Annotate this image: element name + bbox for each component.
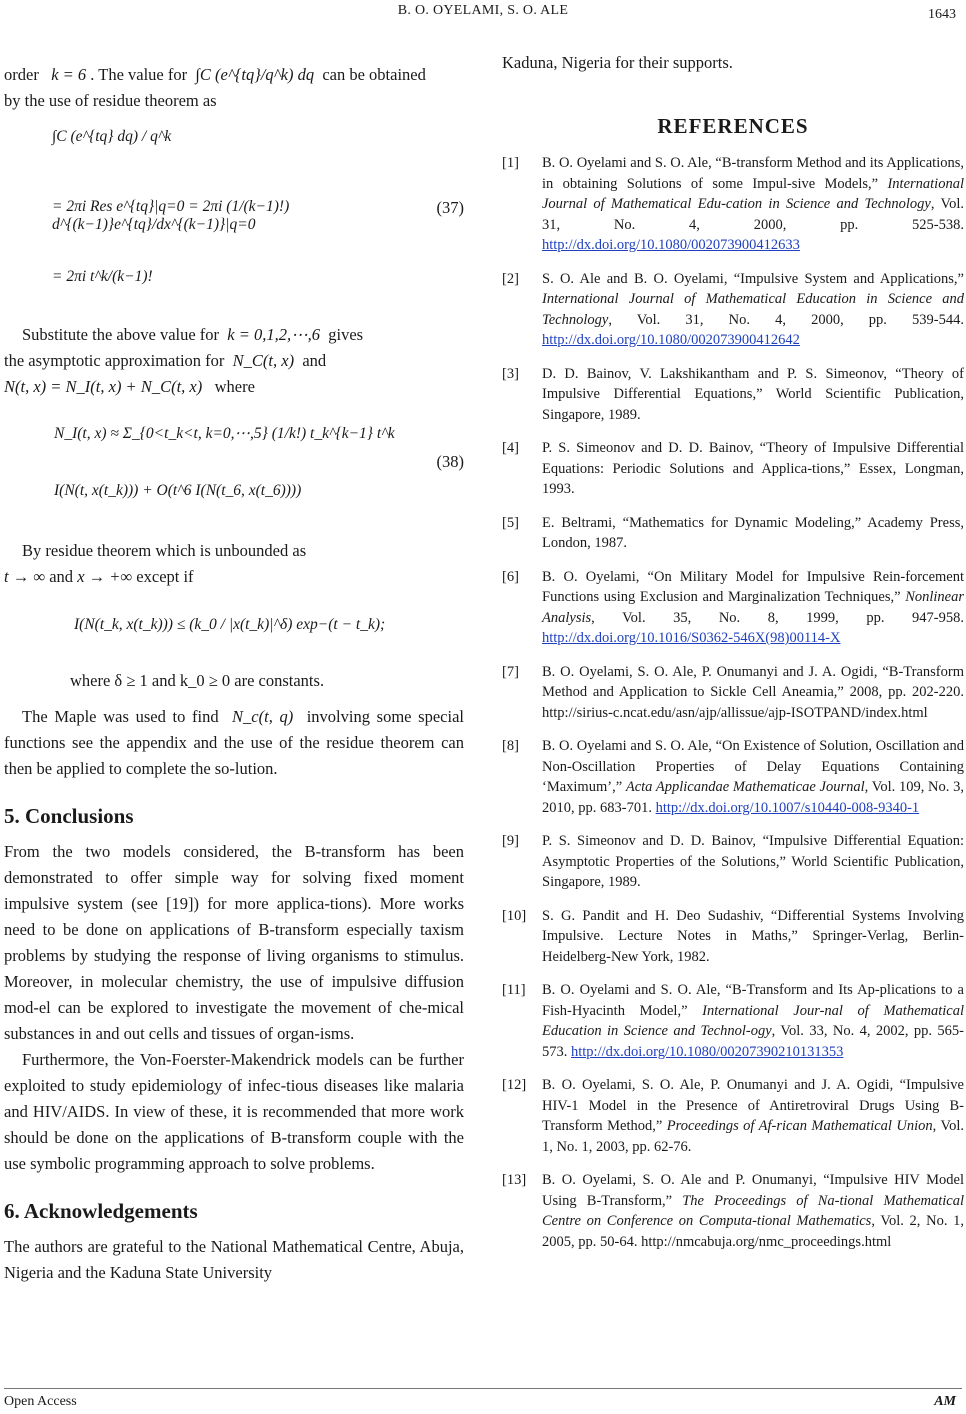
reference-text: B. O. Oyelami, S. O. Ale and P. Onumanyi, “Impulsive HIV Model Using B-Transform,” The Proceedings of Na-tional Mathematical Centre on Conference on Computa-tional Mathematics, Vol. 2, No. 1, 2005, pp. 50-64. http://nmcabuja.org/nmc_proceedings.html [542,1172,964,1250]
reference-number: [13] [502,1172,527,1188]
reference-number: [9] [502,833,519,849]
reference-item [502,269,964,351]
eq38-line-1: N_I(t, x) ≈ Σ_{0<t_k<t, k=0,⋯,5} (1/k!) t_k^{k−1} t^k [54,425,395,442]
acknowledgement-continuation: Kaduna, Nigeria for their supports. [502,53,733,72]
reference-text: E. Beltrami, “Mathematics for Dynamic Modeling,” Academy Press, London, 1987. [542,514,964,551]
running-header: B. O. OYELAMI, S. O. ALE [397,3,569,18]
equation-37 [4,118,464,318]
section-6-title: 6. Acknowledgements [4,1199,198,1223]
reference-text: B. O. Oyelami and S. O. Ale, “On Existence of Solution, Oscillation and Non-Oscillation Properties of Delay Equations Containing ‘Maximum’,” Acta Applicandae Mathematicae Journal, Vol. 109, No. 3, 2010, pp. 683-701. http://dx.doi.org/10.1007/s10440-008-9340-1 [542,738,964,816]
doi-link[interactable]: http://dx.doi.org/10.1007/s10440-008-9340-1 [655,799,920,816]
eq37-number: (37) [436,198,464,217]
intro-line-2: by the use of residue theorem as [4,91,217,110]
reference-text: P. S. Simeonov and D. D. Bainov, “Impulsive Differential Equation: Asymptotic Properties of the Solutions,” World Scientific Publication, Singapore, 1989. [542,833,964,890]
reference-number: [6] [502,568,519,585]
reference-text: B. O. Oyelami, S. O. Ale, P. Onumanyi and J. A. Ogidi, “Impulsive HIV-1 Model in the Presence of Antiretroviral Drugs Using B-Transform Method,” Proceedings of Af-rican Mathematical Union, Vol. 1, No. 1, 2003, pp. 62-76. [542,1077,964,1155]
inequality: I(N(t_k, x(t_k))) ≤ (k_0 / |x(t_k)|^δ) exp−(t − t_k); [74,616,386,633]
equation-38 [4,404,464,524]
residue-line-1: By residue theorem which is unbounded as [22,541,307,560]
reference-text: P. S. Simeonov and D. D. Bainov, “Theory of Impulsive Differential Equations: Periodic Solutions and Applica-tions,” Essex, Longman, 1993. [542,440,964,497]
right-column [502,50,964,1265]
maple-paragraph: The Maple was used to find N_c(t, q) involving some special functions see the appendix and the use of the residue theorem can then be applied to complete the so-lution. [4,707,464,778]
reference-text: B. O. Oyelami, S. O. Ale, P. Onumanyi and J. A. Ogidi, “B-Transform Method and Application to Sickle Cell Aneamia,” 2008, pp. 202-220. http://sirius-c.ncat.edu/asn/ajp/allissue/ajp-ISOTPAND/index.html [542,663,964,721]
reference-item [502,736,964,818]
reference-text: S. O. Ale and B. O. Oyelami, “Impulsive System and Applications,” International Journal of Mathematical Education in Science and Technology, Vol. 31, No. 4, 2000, pp. 539-544. http://dx.doi.org/10.1080/002073900412642 [542,270,964,348]
substitute-line-2: the asymptotic approximation for N_C(t, x) and [4,351,327,370]
reference-number: [4] [502,440,519,456]
reference-number: [10] [502,907,527,924]
section-5-paragraph-2: Furthermore, the Von-Foerster-Makendrick models can be further exploited to study epidemiology of infec-tious diseases like malaria and HIV/AIDS. In view of these, it is recommended that more work should be done on the applications of B-transform couple with the use symbolic programming approach to solve problems. [4,1050,464,1173]
doi-link[interactable]: http://dx.doi.org/10.1016/S0362-546X(98)00114-X [542,630,841,646]
reference-item [502,980,964,1062]
reference-number: [8] [502,738,519,754]
substitute-line-1: Substitute the above value for k = 0,1,2,⋯,6 gives [22,325,364,344]
eq37-line-2: = 2πi Res e^{tq}|q=0 = 2πi (1/(k−1)!) d^{(k−1)}e^{tq}/dx^{(k−1)}|q=0 [52,198,290,233]
footer-rule [4,1388,962,1389]
reference-item [502,153,964,256]
reference-item [502,364,964,426]
doi-link[interactable]: http://dx.doi.org/10.1080/002073900412633 [542,237,800,253]
reference-number: [1] [502,155,519,171]
math-integral: ∫C (e^{tq}/q^k) dq [195,65,315,84]
intro-line-1: order k = 6 . The value for ∫C (e^{tq}/q^k) dq can be obtained [4,65,426,84]
reference-number: [7] [502,663,519,680]
reference-text: B. O. Oyelami, “On Military Model for Impulsive Rein-forcement Functions using Exclusion and Marginalization Techniques,” Nonlinear Analysis, Vol. 35, No. 8, 1999, pp. 947-958. http://dx.doi.org/10.1016/S0362-546X(98)00114-X [542,568,964,646]
doi-link[interactable]: http://dx.doi.org/10.1080/002073900412642 [542,332,800,348]
reference-text: B. O. Oyelami and S. O. Ale, “B-transform Method and its Applications, in obtaining Solutions of some Impul-sive Models,” International Journal of Mathematical Edu-cation in Science and Technology, Vol. 31, No. 4, 2000, pp. 525-538. http://dx.doi.org/10.1080/002073900412633 [542,155,964,253]
residue-line-2: t → ∞ and x → +∞ except if [4,567,194,586]
reference-number: [12] [502,1077,527,1093]
eq38-number: (38) [436,452,464,471]
doi-link[interactable]: http://dx.doi.org/10.1080/00207390210131353 [571,1043,844,1060]
reference-item [502,831,964,893]
reference-text: D. D. Bainov, V. Lakshikantham and P. S. Simeonov, “Theory of Impulsive Differential Equations,” World Scientific Publication, Singapore, 1989. [542,365,964,423]
section-5-paragraph-1: From the two models considered, the B-transform has been demonstrated to offer simple way for solving fixed moment impulsive system (see [19]) for more applica-tions). More works need to be done on applications of B-transform especially taxism problems by studying the response of living organisms to stimulus. Moreover, in molecular chemistry, the use of impulsive diffusion mod-el can be explored to investigate the movement of che-mical substances in and out cells and tissues of organ-isms. [4,842,464,1043]
reference-text: B. O. Oyelami and S. O. Ale, “B-Transform and Its Ap-plications to a Fish-Hyacinth Model,” International Jour-nal of Mathematical Education in Science and Technol-ogy, Vol. 33, No. 4, 2002, pp. 565-573. http://dx.doi.org/10.1080/00207390210131353 [542,982,964,1060]
reference-item [502,513,964,554]
reference-item [502,438,964,500]
reference-item [502,906,964,968]
eq37-line-3: = 2πi t^k/(k−1)! [52,268,153,285]
reference-item [502,567,964,649]
left-column [4,62,464,1286]
footer-journal: AM [934,1394,956,1409]
references-title: REFERENCES [657,114,809,138]
reference-number: [2] [502,270,519,287]
where-constants: where δ ≥ 1 and k_0 ≥ 0 are constants. [70,671,325,690]
reference-text: S. G. Pandit and H. Deo Sudashiv, “Differential Systems Involving Impulsive. Lecture Notes in Maths,” Springer-Verlag, Berlin-Heidelberg-New York, 1982. [542,907,964,965]
section-5-title: 5. Conclusions [4,804,134,828]
substitute-line-3: N(t, x) = N_I(t, x) + N_C(t, x) where [4,377,255,396]
math-k-equals-6: k = 6 [51,65,87,84]
reference-number: [3] [502,365,519,382]
reference-item [502,662,964,724]
section-6-paragraph: The authors are grateful to the National Mathematical Centre, Abuja, Nigeria and the Kaduna State University [4,1237,464,1282]
reference-number: [11] [502,982,526,998]
reference-item [502,1075,964,1157]
page-number: 1643 [928,7,956,22]
reference-number: [5] [502,514,519,531]
footer-open-access: Open Access [4,1394,77,1409]
reference-list [502,153,964,1252]
eq38-line-2: I(N(t, x(t_k))) + O(t^6 I(N(t_6, x(t_6)))) [54,482,302,499]
eq37-line-1: ∫C (e^{tq} dq) / q^k [52,128,172,145]
reference-item [502,1170,964,1252]
